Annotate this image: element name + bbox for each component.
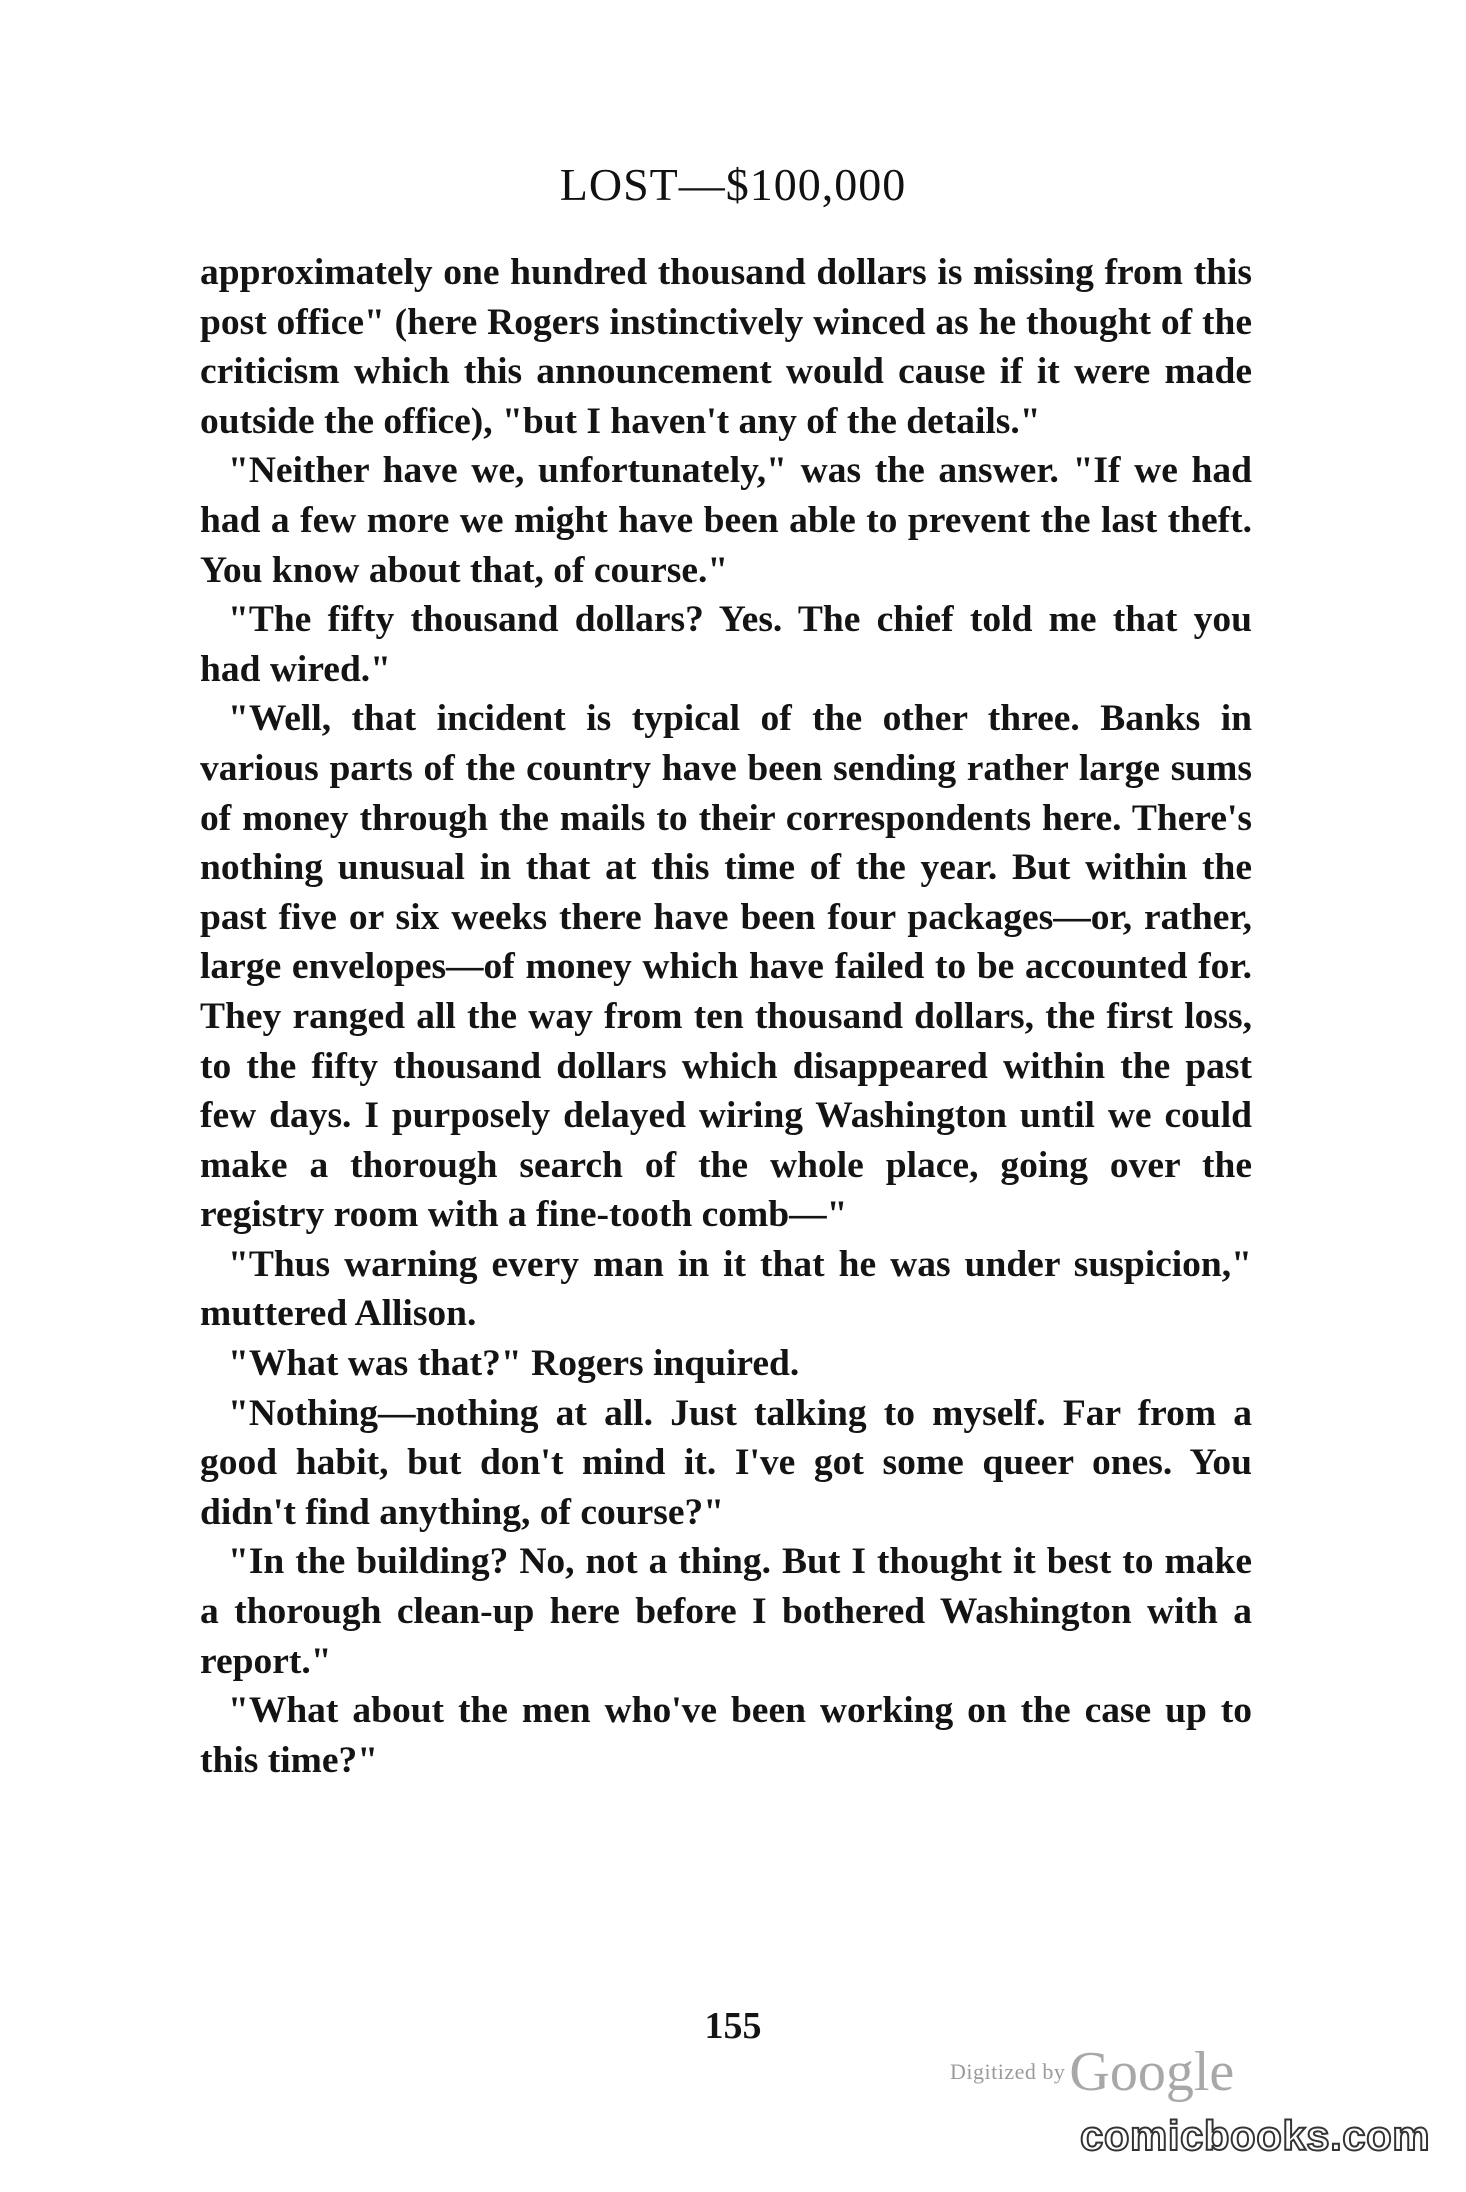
paragraph: "Thus warning every man in it that he was under suspicion," muttered Allison. bbox=[200, 1243, 1252, 1335]
body-text bbox=[200, 248, 1252, 1785]
paragraph: "What was that?" Rogers inquired. bbox=[228, 1343, 800, 1385]
digitized-by-label: Digitized by bbox=[950, 2059, 1066, 2084]
paragraph: "Well, that incident is typical of the other three. Banks in various parts of the country have been sending rather large sums of money through the mails to their correspondents here. There's nothing unusual in that at this time of the year. But within the past five or six weeks there have been four packages—or, rather, large envelopes—of money which have failed to be accounted for. They ranged all the way from ten thousand dollars, the first loss, to the fifty thousand dollars which disappeared within the past few days. I purposely delayed wiring Washington until we could make a thorough search of the whole place, going over the registry room with a fine-tooth comb—" bbox=[200, 698, 1252, 1236]
digitized-by-notice bbox=[950, 2040, 1280, 2103]
paragraph: "The fifty thousand dollars? Yes. The chief told me that you had wired." bbox=[200, 599, 1252, 690]
google-logo: Google bbox=[1069, 2041, 1235, 2103]
paragraph: "What about the men who've been working on the case up to this time?" bbox=[200, 1690, 1252, 1781]
page-number: 155 bbox=[704, 2005, 762, 2047]
paragraph: "Neither have we, unfortunately," was the answer. "If we had had a few more we might have been able to prevent the last theft. You know about that, of course." bbox=[200, 450, 1252, 591]
paragraph: "In the building? No, not a thing. But I thought it best to make a thorough clean-up here before I bothered Washington with a report." bbox=[200, 1541, 1252, 1682]
site-watermark: comicbooks.com bbox=[1080, 2112, 1431, 2159]
paragraph: approximately one hundred thousand dollars is missing from this post office" (here Rogers instinctively winced as he thought of the criticism which this announcement would cause if it were made outside the office), "but I haven't any of the details." bbox=[200, 252, 1252, 442]
running-head: LOST—$100,000 bbox=[559, 159, 907, 210]
paragraph: "Nothing—nothing at all. Just talking to myself. Far from a good habit, but don't mind it. I've got some queer ones. You didn't find anything, of course?" bbox=[200, 1392, 1252, 1533]
